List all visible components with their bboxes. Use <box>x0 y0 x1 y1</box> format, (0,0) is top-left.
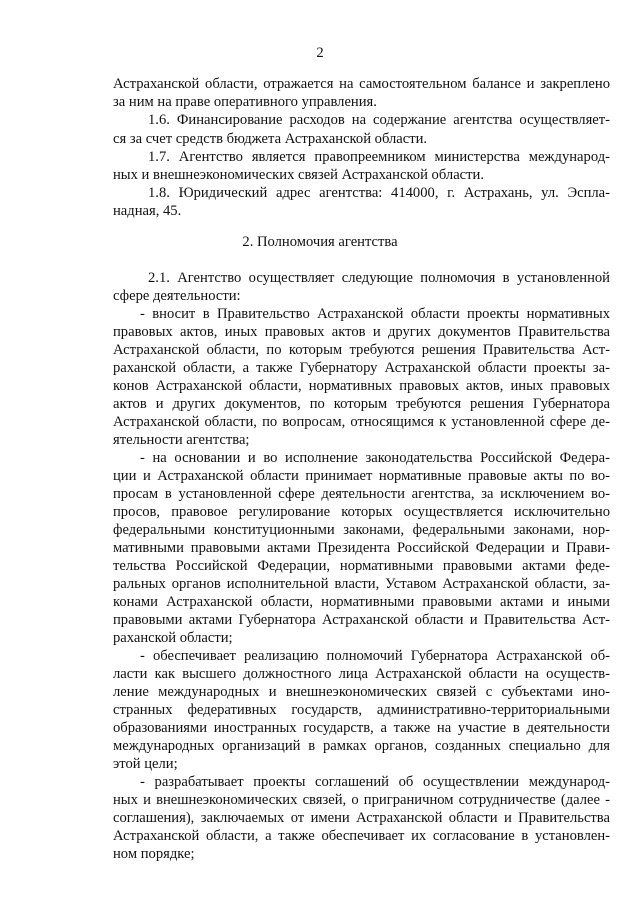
text-line: 2.1. Агентство осуществляет следующие полномочия в установленной <box>148 270 610 286</box>
text-line: соглашения), заключаемых от имени Астраханской области и Правительства <box>113 810 610 826</box>
text-line: просов, правовое регулирование которых осуществляется исключительно <box>113 504 610 520</box>
text-line: этой цели; <box>113 756 178 772</box>
text-line: правовых актов, иных правовых актов и других документов Правительства <box>113 324 610 340</box>
text-line: ном порядке; <box>113 846 195 862</box>
text-line: - обеспечивает реализацию полномочий Губернатора Астраханской об- <box>140 648 610 664</box>
text-line: 1.7. Агентство является правопреемником министерства международ- <box>148 149 610 165</box>
text-line: - вносит в Правительство Астраханской области проекты нормативных <box>140 306 610 322</box>
text-line: за ним на праве оперативного управления. <box>113 94 377 110</box>
text-line: образованиями иностранных государств, а также на участие в деятельности <box>113 720 610 736</box>
text-line: ных и внешнеэкономических связей, о приграничном сотрудничестве (далее - <box>113 792 610 808</box>
text-line: ся за счет средств бюджета Астраханской области. <box>113 131 428 147</box>
text-line: тельства Российской Федерации, нормативными правовыми актами феде- <box>113 558 610 574</box>
text-line: ных и внешнеэкономических связей Астраханской области. <box>113 167 484 183</box>
text-line: мативными правовыми актами Президента Российской Федерации и Прави- <box>113 540 610 556</box>
text-line: конов Астраханской области, нормативных правовых актов, иных правовых <box>113 378 610 394</box>
text-line: - на основании и во исполнение законодательства Российской Федера- <box>140 450 610 466</box>
text-line: сфере деятельности: <box>113 288 241 304</box>
text-line: Астраханской области, отражается на самостоятельном балансе и закреплено <box>113 76 610 92</box>
text-line: конами Астраханской области, нормативными правовыми актами и иными <box>113 594 610 610</box>
text-line: Астраханской области, а также обеспечивает их согласование в установлен- <box>113 828 610 844</box>
text-line: правовыми актами Губернатора Астраханской области и Правительства Аст- <box>113 612 610 628</box>
text-line: Астраханской области, по вопросам, относящимся к установленной сфере де- <box>113 414 610 430</box>
text-line: 1.8. Юридический адрес агентства: 414000, г. Астрахань, ул. Эспла- <box>148 185 610 201</box>
text-line: актов и других документов, по которым требуются решения Губернатора <box>113 396 610 412</box>
section-heading: 2. Полномочия агентства <box>242 234 398 250</box>
text-line: ции и Астраханской области принимает нормативные правовые акты по во- <box>113 468 610 484</box>
text-line: ральных органов исполнительной власти, Уставом Астраханской области, за- <box>113 576 610 592</box>
text-line: ласти как высшего должностного лица Астраханской области на осуществ- <box>113 666 610 682</box>
text-line: ление международных и внешнеэкономических связей с субъектами ино- <box>113 684 610 700</box>
text-line: просам в установленной сфере деятельности агентства, за исключением во- <box>113 486 610 502</box>
text-line: раханской области; <box>113 630 233 646</box>
text-line: - разрабатывает проекты соглашений об осуществлении международ- <box>140 774 610 790</box>
page-number: 2 <box>316 45 324 61</box>
text-line: надная, 45. <box>113 203 182 219</box>
text-line: странных федеративных государств, административно-территориальными <box>113 702 610 718</box>
text-line: 1.6. Финансирование расходов на содержание агентства осуществляет- <box>148 112 610 128</box>
text-line: Астраханской области, по которым требуются решения Правительства Аст- <box>113 342 610 358</box>
text-line: ятельности агентства; <box>113 432 250 448</box>
text-line: международных организаций в рамках органов, созданных специально для <box>113 738 610 754</box>
text-line: федеральными конституционными законами, федеральными законами, нор- <box>113 522 610 538</box>
text-line: раханской области, а также Губернатору Астраханской области проекты за- <box>113 360 610 376</box>
